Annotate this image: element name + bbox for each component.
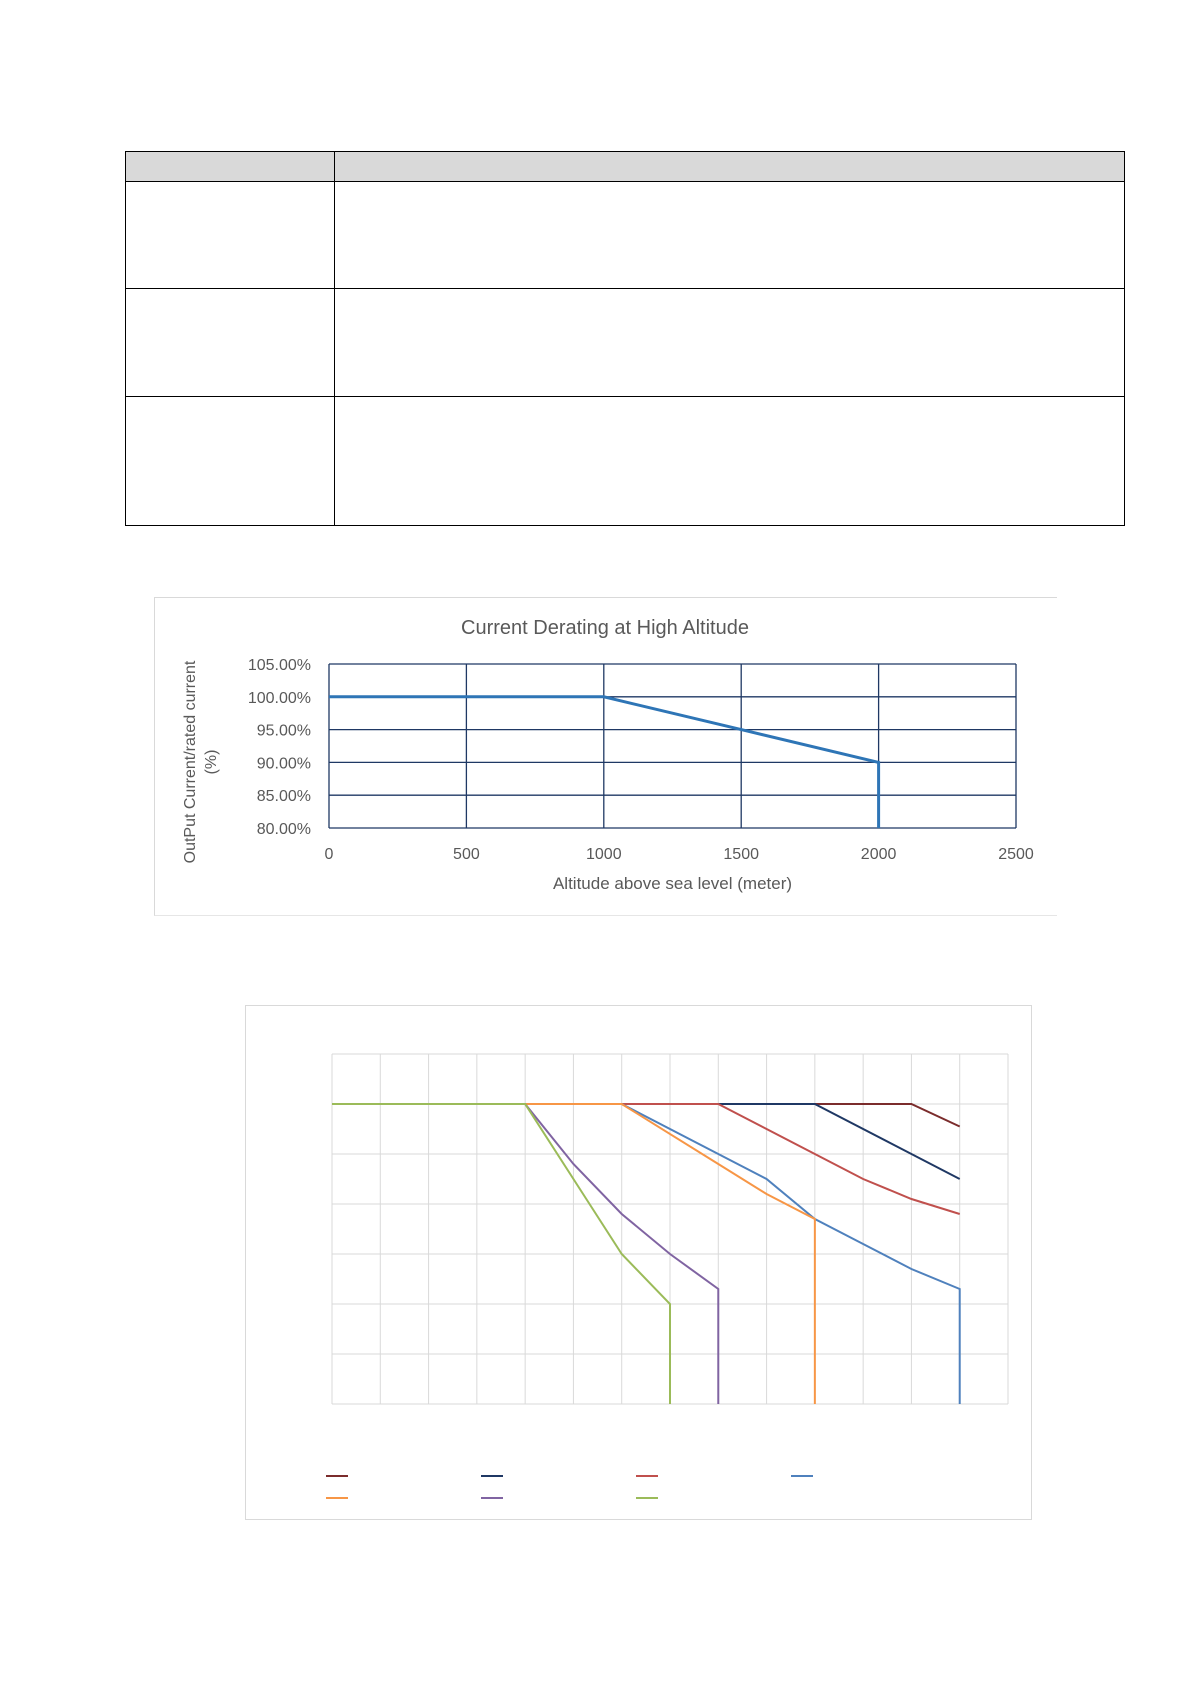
y-tick-label: 100.00% [247,689,311,707]
chart-title: Current Derating at High Altitude [461,617,749,639]
x-tick-label: 500 [453,846,480,863]
y-tick-label: 105.00% [247,657,311,674]
table-header-cell [126,152,335,182]
y-tick-label: 85.00% [256,788,311,806]
series-line [332,1104,960,1127]
x-tick-label: 1000 [586,846,622,863]
table-header-row [126,152,1125,182]
x-axis-label: Altitude above sea level (meter) [552,874,793,893]
table-cell [335,182,1125,289]
table-row [126,289,1125,397]
table-cell [126,289,335,397]
table-cell [126,182,335,289]
table-cell [335,289,1125,397]
table-row [126,182,1125,289]
y-axis-label-line: (%) [203,749,220,775]
y-tick-label: 90.00% [256,755,311,773]
table-row [126,397,1125,526]
altitude-derating-chart [154,597,1057,916]
table-cell [126,397,335,526]
x-tick-label: 1500 [723,846,759,863]
series-line [332,1104,960,1179]
chart-1-svg [155,598,1057,915]
table-cell [335,397,1125,526]
x-tick-label: 0 [324,846,334,863]
x-tick-label: 2500 [998,846,1034,863]
y-tick-label: 80.00% [256,821,311,838]
multi-series-derating-chart [245,1005,1032,1520]
chart-2-svg [246,1006,1031,1519]
y-tick-label: 95.00% [256,722,311,740]
table-header-cell [335,152,1125,182]
spec-table [125,151,1125,526]
series-line [332,1104,960,1214]
y-axis-label-line: OutPut Current/rated current [182,660,199,864]
x-tick-label: 2000 [860,846,897,863]
y-axis-label [182,660,220,863]
